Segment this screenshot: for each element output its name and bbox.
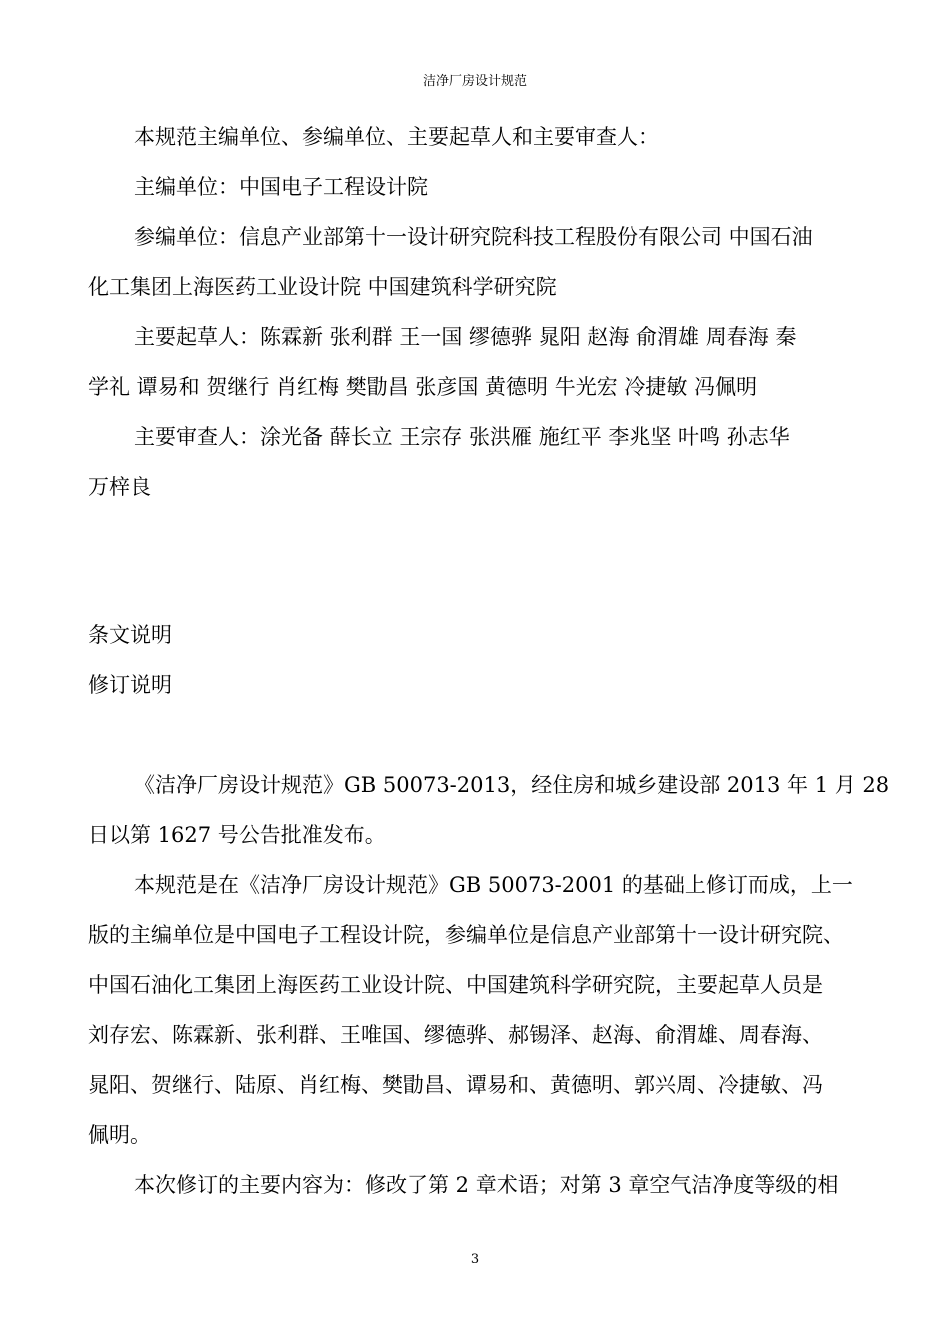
participating-units-line-2: 化工集团上海医药工业设计院 中国建筑科学研究院: [88, 275, 557, 299]
drafters-line-1: 主要起草人：陈霖新 张利群 王一国 缪德骅 晁阳 赵海 俞渭雄 周春海 秦: [134, 325, 797, 349]
drafters-line-2: 学礼 谭易和 贺继行 肖红梅 樊勖昌 张彦国 黄德明 牛光宏 冷捷敏 冯佩明: [88, 375, 758, 399]
participating-units-line-1: 参编单位：信息产业部第十一设计研究院科技工程股份有限公司 中国石油: [134, 225, 813, 249]
page-number: 3: [470, 1252, 480, 1267]
section-revision-explanation: 修订说明: [88, 673, 172, 697]
body-paragraph-2-line-5: 晁阳、贺继行、陆原、肖红梅、樊勖昌、谭易和、黄德明、郭兴周、冷捷敏、冯: [88, 1073, 823, 1097]
body-paragraph-2-line-4: 刘存宏、陈霖新、张利群、王唯国、缪德骅、郝锡泽、赵海、俞渭雄、周春海、: [88, 1023, 823, 1047]
units-intro: 本规范主编单位、参编单位、主要起草人和主要审查人：: [134, 125, 659, 149]
body-paragraph-2-line-3: 中国石油化工集团上海医药工业设计院、中国建筑科学研究院，主要起草人员是: [88, 973, 823, 997]
body-paragraph-2-line-1: 本规范是在《洁净厂房设计规范》GB 50073-2001 的基础上修订而成，上一: [134, 873, 853, 897]
body-paragraph-2-line-2: 版的主编单位是中国电子工程设计院，参编单位是信息产业部第十一设计研究院、: [88, 923, 844, 947]
chief-unit: 主编单位：中国电子工程设计院: [134, 175, 428, 199]
reviewers-line-1: 主要审查人：涂光备 薛长立 王宗存 张洪雁 施红平 李兆坚 叶鸣 孙志华: [134, 425, 790, 449]
body-paragraph-3-line-1: 本次修订的主要内容为：修改了第 2 章术语；对第 3 章空气洁净度等级的相: [134, 1173, 839, 1197]
page-header-title: 洁净厂房设计规范: [422, 74, 527, 89]
body-paragraph-2-line-6: 佩明。: [88, 1123, 151, 1147]
body-paragraph-1-line-2: 日以第 1627 号公告批准发布。: [88, 823, 386, 847]
section-article-explanation: 条文说明: [88, 623, 172, 647]
body-paragraph-1-line-1: 《洁净厂房设计规范》GB 50073-2013，经住房和城乡建设部 2013 年 1 月 28: [134, 773, 890, 797]
reviewers-line-2: 万梓良: [88, 475, 151, 499]
